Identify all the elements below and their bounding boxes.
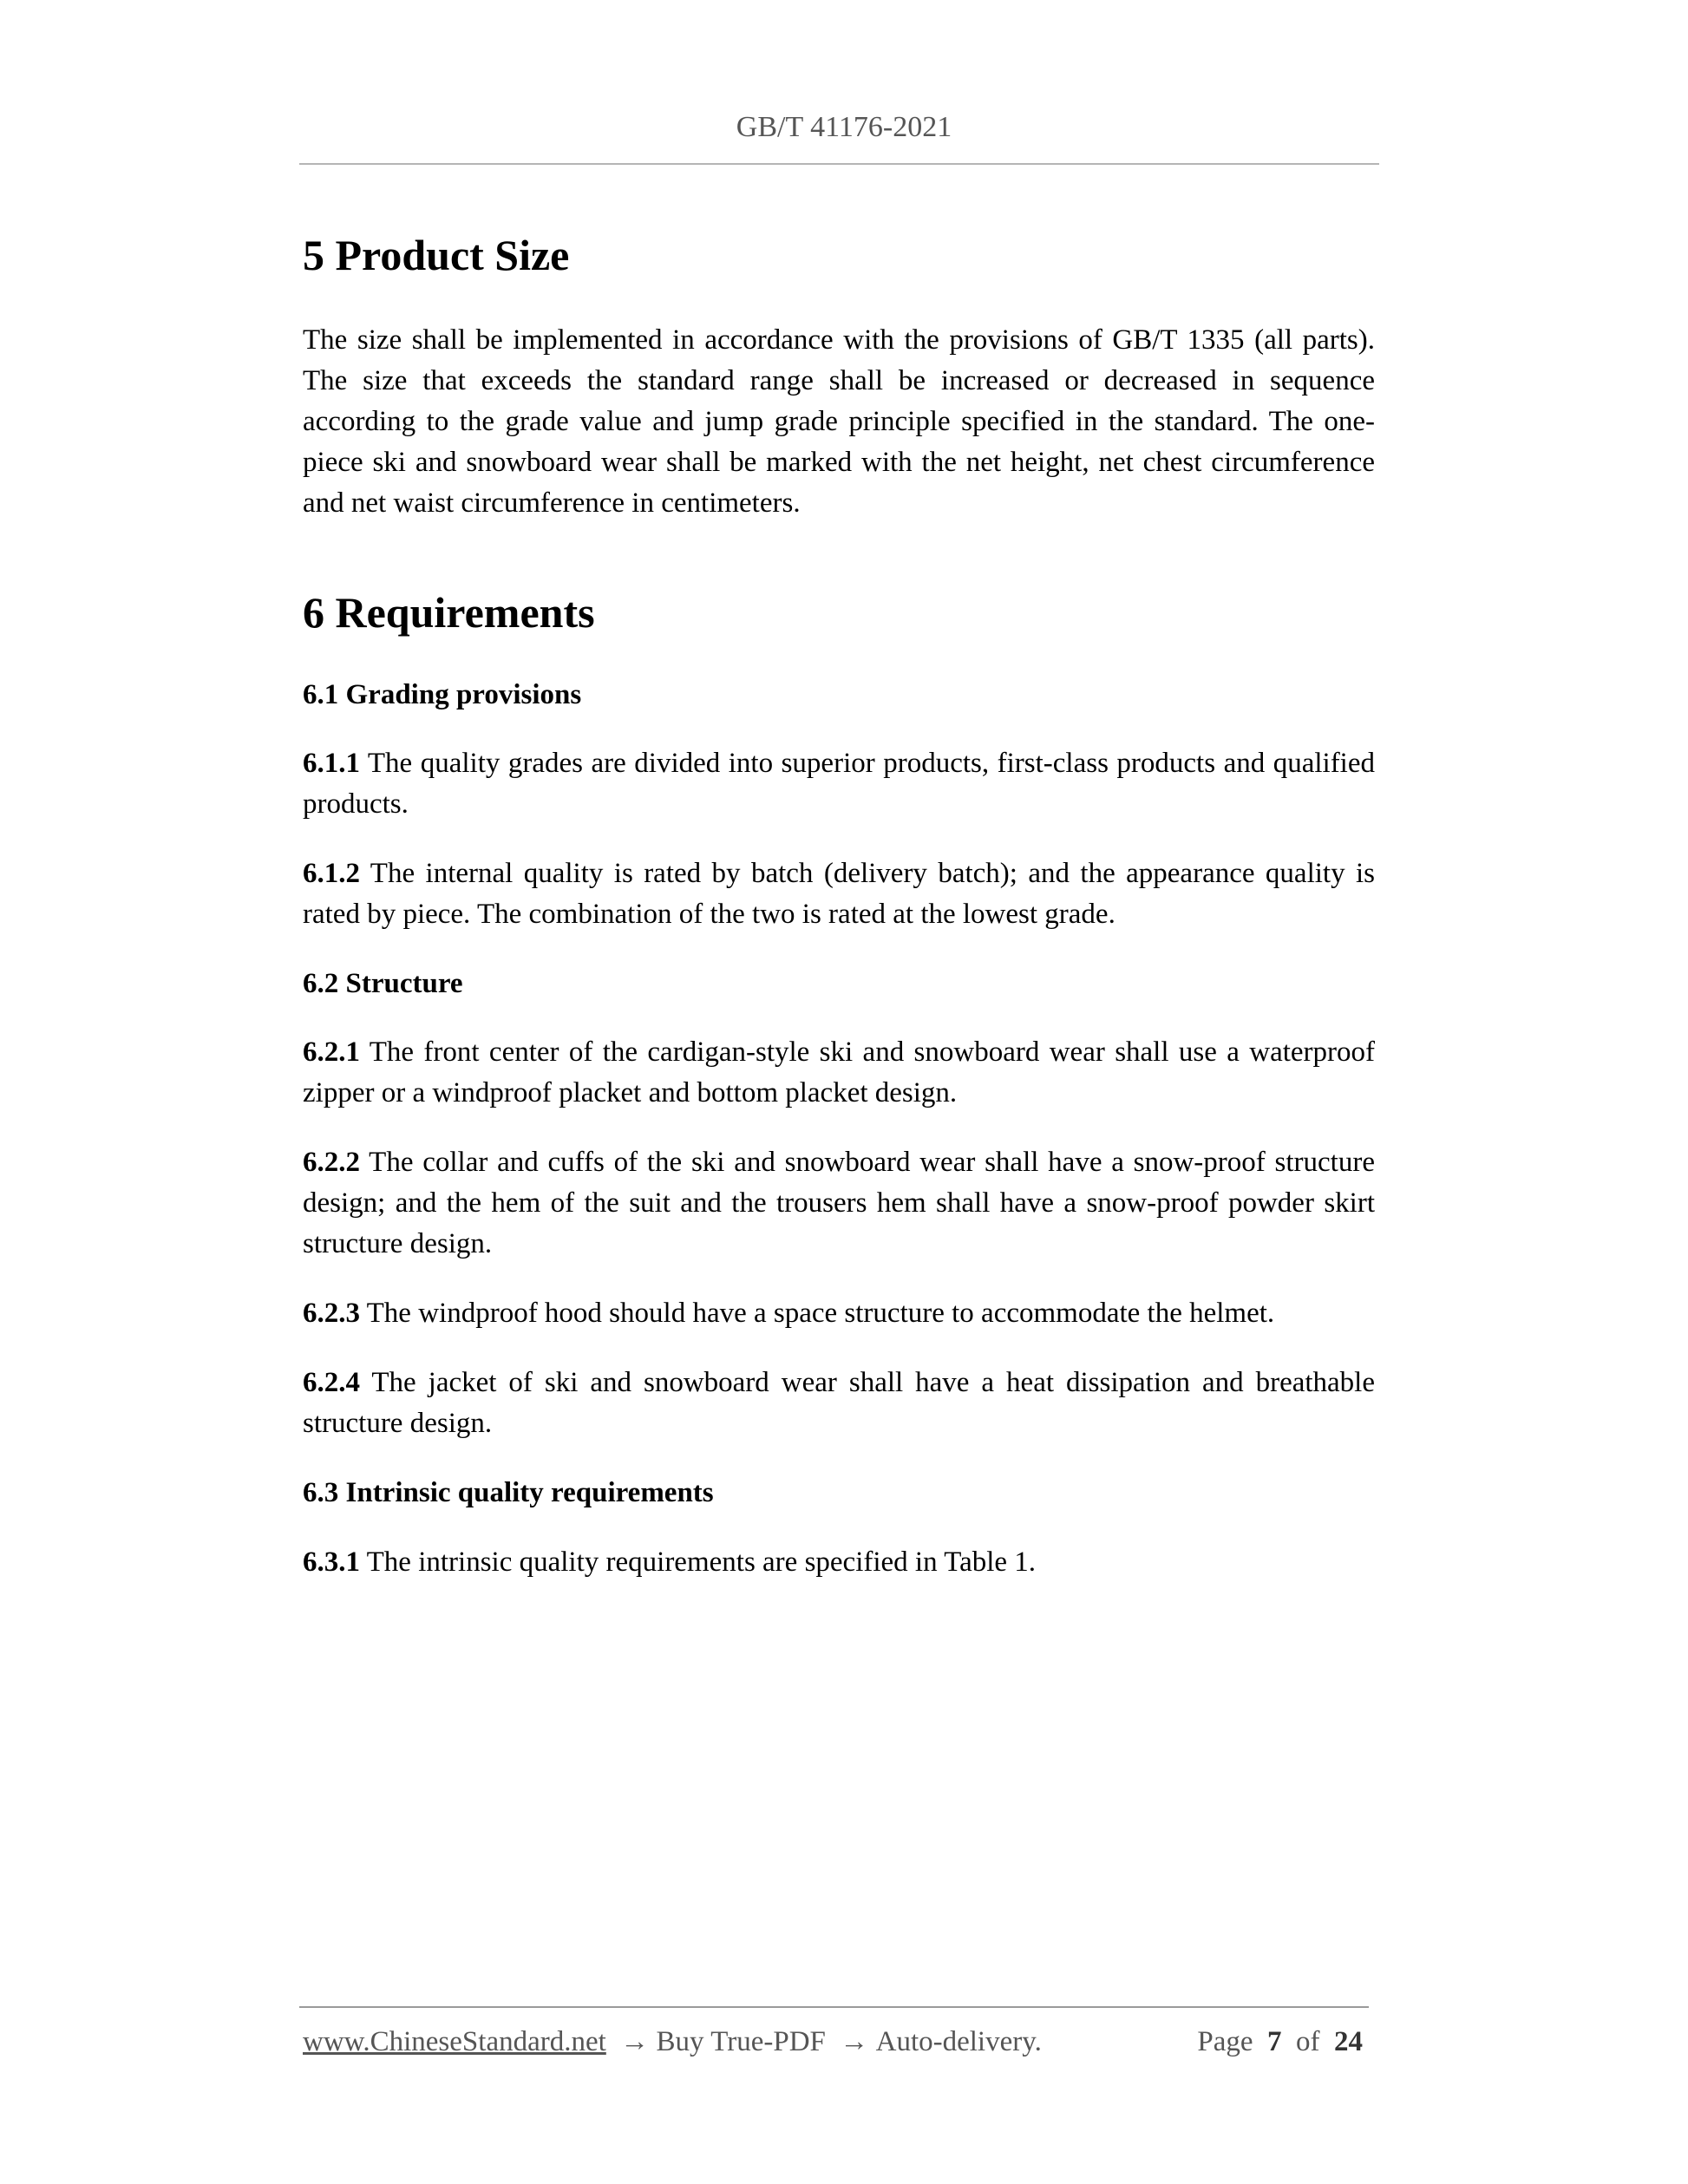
clause-text: The quality grades are divided into superior products, first-class products and qualified products. [303,748,1375,821]
clause-text: The internal quality is rated by batch (delivery batch); and the appearance quality is rated by piece. The combination of the two is rated at the lowest grade. [303,858,1375,931]
arrow-right-icon: → [613,2026,657,2057]
site-link[interactable]: www.ChineseStandard.net [303,2026,606,2057]
header-doc-id: GB/T 41176-2021 [736,111,952,143]
footer-divider [299,2006,1369,2008]
page-content [303,217,1375,1583]
clause-6-2-3 [303,1293,1375,1334]
page-total: 24 [1334,2026,1363,2057]
clause-text: The intrinsic quality requirements are specified in Table 1. [360,1546,1037,1578]
clause-number: 6.2.3 [303,1298,360,1330]
delivery-text: Auto-delivery. [875,2026,1042,2057]
clause-number: 6.1.2 [303,858,360,890]
clause-number: 6.2.1 [303,1036,360,1069]
header-divider [299,163,1379,165]
page-label: Page [1197,2026,1253,2057]
clause-6-2-2 [303,1142,1375,1265]
page-indicator [1197,2026,1363,2058]
section-6-heading: 6 Requirements [303,588,595,637]
clause-6-2-4 [303,1363,1375,1444]
clause-6-3-1 [303,1542,1375,1583]
clause-text: The windproof hood should have a space structure to accommodate the helmet. [360,1298,1275,1330]
clause-text: The front center of the cardigan-style ski and snowboard wear shall use a waterproof zipper or a windproof placket and bottom placket design. [303,1036,1375,1109]
clause-6-1-1 [303,743,1375,825]
section-6-2-heading: 6.2 Structure [303,968,463,1000]
clause-number: 6.2.2 [303,1147,360,1179]
page-footer [303,2026,1370,2058]
section-6-1-heading: 6.1 Grading provisions [303,679,582,710]
section-5-body: The size shall be implemented in accordance with the provisions of GB/T 1335 (all parts). The size that exceeds the standard range shall be increased or decreased in sequence according to the grade value and jump grade principle specified in the standard. The one-piece ski and snowboard wear shall be marked with the net height, net chest circumference and net waist circumference in centimeters. [303,324,1375,519]
section-5-heading: 5 Product Size [303,231,570,279]
of-label: of [1296,2026,1320,2057]
section-6-3-heading: 6.3 Intrinsic quality requirements [303,1477,714,1509]
page-number: 7 [1267,2026,1282,2057]
clause-number: 6.1.1 [303,748,360,780]
arrow-right-icon: → [833,2026,876,2057]
buy-text: Buy True-PDF [656,2026,826,2057]
clause-number: 6.3.1 [303,1546,360,1578]
clause-number: 6.2.4 [303,1367,360,1399]
clause-text: The collar and cuffs of the ski and snowboard wear shall have a snow-proof structure design; and the hem of the suit and the trousers hem shall have a snow-proof powder skirt structure design. [303,1147,1375,1260]
clause-6-1-2 [303,853,1375,935]
clause-6-2-1 [303,1032,1375,1114]
clause-text: The jacket of ski and snowboard wear shall have a heat dissipation and breathable structure design. [303,1367,1375,1440]
